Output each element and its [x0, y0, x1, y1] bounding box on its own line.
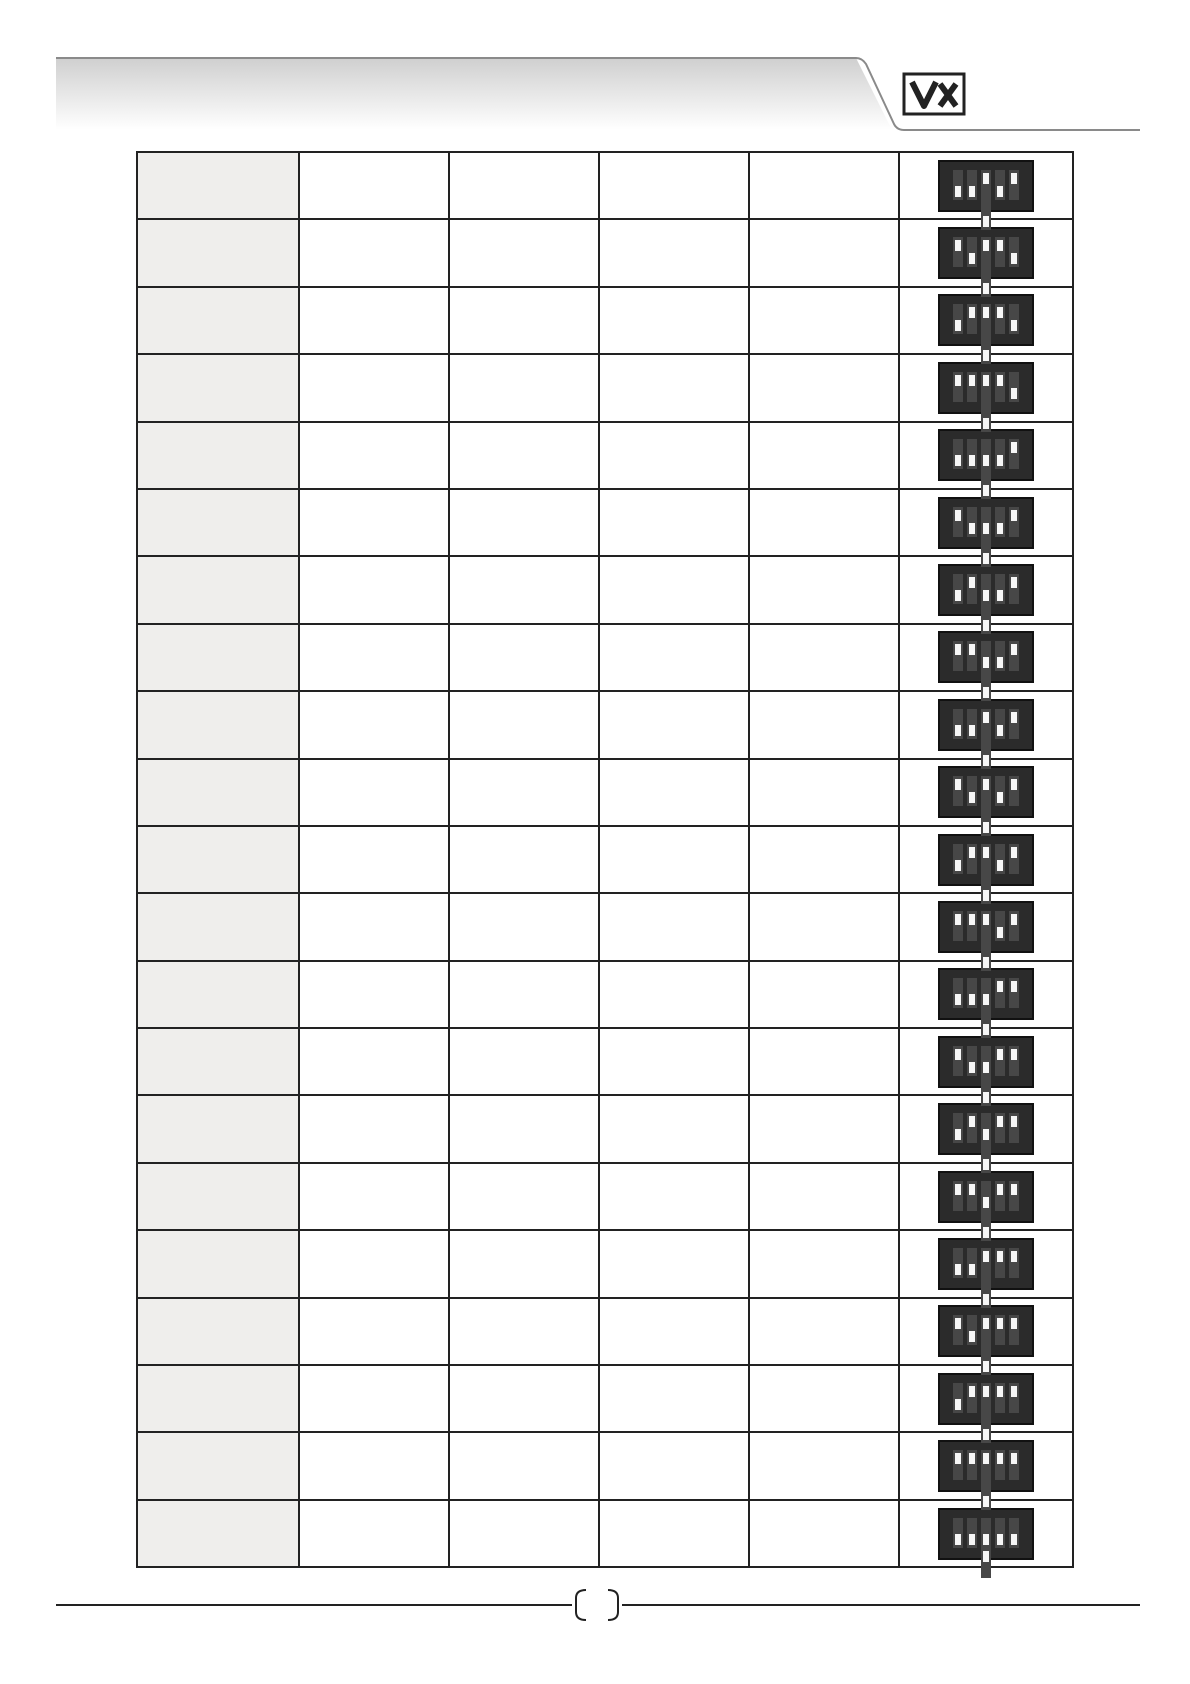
dip-switch-3-on: [981, 844, 991, 874]
value-cell: [749, 556, 899, 623]
dip-switch-5-on: [1009, 574, 1019, 604]
dip-switch-6-off: [981, 941, 991, 971]
table-row: [137, 624, 1073, 691]
dip-switch-3-on: [981, 372, 991, 402]
value-cell: [449, 219, 599, 286]
dip-switch-4-on: [995, 978, 1005, 1008]
value-cell: [299, 1500, 449, 1567]
dip-switch-5-on: [1009, 1450, 1019, 1480]
table-row: [137, 489, 1073, 556]
dip-switch-3-on: [981, 1315, 991, 1345]
dip-switch-2-off: [967, 1518, 977, 1548]
value-cell: [599, 1230, 749, 1297]
label-cell: [137, 1230, 299, 1297]
value-cell: [599, 287, 749, 354]
value-cell: [449, 556, 599, 623]
dip-switch-4-on: [995, 1315, 1005, 1345]
value-cell: [599, 354, 749, 421]
value-cell: [749, 1163, 899, 1230]
table-row: [137, 1163, 1073, 1230]
dip-switch-2-off: [967, 1315, 977, 1345]
table-row: [137, 1230, 1073, 1297]
table-row: [137, 422, 1073, 489]
label-cell: [137, 1365, 299, 1432]
dip-switch-4-off: [995, 574, 1005, 604]
dip-switch-4-off: [995, 911, 1005, 941]
value-cell: [749, 759, 899, 826]
dip-switch-4-off: [995, 507, 1005, 537]
dip-switch-2-off: [967, 439, 977, 469]
value-cell: [599, 893, 749, 960]
dip-switch-icon: [938, 429, 1034, 481]
value-cell: [299, 354, 449, 421]
value-cell: [599, 1298, 749, 1365]
dip-switch-icon: [938, 901, 1034, 953]
label-cell: [137, 1163, 299, 1230]
dip-switch-3-off: [981, 507, 991, 537]
vx-logo-icon: [904, 74, 964, 114]
value-cell: [299, 1298, 449, 1365]
dip-switch-1-off: [953, 1383, 963, 1413]
dip-switch-1-on: [953, 776, 963, 806]
label-cell: [137, 354, 299, 421]
value-cell: [599, 1500, 749, 1567]
label-cell: [137, 1298, 299, 1365]
dip-switch-4-on: [995, 304, 1005, 334]
page-number-bracket-right: [608, 1590, 618, 1620]
label-cell: [137, 1500, 299, 1567]
dip-switch-2-on: [967, 844, 977, 874]
page-number-bracket-left: [576, 1590, 586, 1620]
dip-switch-4-off: [995, 170, 1005, 200]
value-cell: [449, 826, 599, 893]
value-cell: [749, 1298, 899, 1365]
dip-switch-5-on: [1009, 709, 1019, 739]
dip-switch-1-on: [953, 1046, 963, 1076]
dip-switch-6-off: [981, 806, 991, 836]
dip-switch-1-on: [953, 911, 963, 941]
page-footer: [0, 1585, 1190, 1625]
dip-switch-3-on: [981, 911, 991, 941]
dip-switch-6-off: [981, 1345, 991, 1375]
dip-switch-icon: [938, 631, 1034, 683]
dip-switch-icon: [938, 1373, 1034, 1425]
dip-switch-1-off: [953, 709, 963, 739]
dip-switch-1-off: [953, 1113, 963, 1143]
value-cell: [599, 961, 749, 1028]
dip-switch-3-on: [981, 237, 991, 267]
label-cell: [137, 691, 299, 758]
dip-switch-1-on: [953, 1315, 963, 1345]
value-cell: [449, 893, 599, 960]
value-cell: [749, 422, 899, 489]
table-row: [137, 1298, 1073, 1365]
dip-switch-6-off: [981, 1008, 991, 1038]
dip-switch-1-off: [953, 1518, 963, 1548]
label-cell: [137, 826, 299, 893]
dip-switch-2-on: [967, 574, 977, 604]
dip-switch-2-off: [967, 1248, 977, 1278]
dip-switch-1-off: [953, 574, 963, 604]
dip-switch-6-off: [981, 267, 991, 297]
value-cell: [299, 624, 449, 691]
dip-switch-2-on: [967, 911, 977, 941]
value-cell: [449, 422, 599, 489]
dip-switch-4-off: [995, 709, 1005, 739]
dip-switch-icon: [938, 968, 1034, 1020]
dip-switch-1-on: [953, 1181, 963, 1211]
dip-switch-2-on: [967, 1181, 977, 1211]
table-row: [137, 961, 1073, 1028]
table-row: [137, 826, 1073, 893]
value-cell: [749, 287, 899, 354]
value-cell: [299, 893, 449, 960]
dip-switch-icon: [938, 834, 1034, 886]
value-cell: [449, 1432, 599, 1499]
value-cell: [599, 1432, 749, 1499]
dip-switch-6-off: [981, 334, 991, 364]
value-cell: [749, 152, 899, 219]
value-cell: [599, 691, 749, 758]
dip-switch-cell: [899, 152, 1073, 219]
label-cell: [137, 152, 299, 219]
dip-switch-5-off: [1009, 304, 1019, 334]
dip-switch-icon: [938, 699, 1034, 751]
table-row: [137, 759, 1073, 826]
dip-switch-6-on: [981, 1548, 991, 1578]
table-row: [137, 691, 1073, 758]
dip-switch-table: [136, 151, 1074, 1568]
dip-switch-4-on: [995, 1113, 1005, 1143]
dip-switch-6-off: [981, 604, 991, 634]
dip-switch-2-off: [967, 776, 977, 806]
dip-switch-6-off: [981, 469, 991, 499]
dip-switch-icon: [938, 1171, 1034, 1223]
dip-switch-1-off: [953, 978, 963, 1008]
dip-switch-3-on: [981, 1383, 991, 1413]
value-cell: [749, 1095, 899, 1162]
value-cell: [599, 422, 749, 489]
value-cell: [449, 1230, 599, 1297]
dip-switch-5-on: [1009, 1113, 1019, 1143]
dip-switch-icon: [938, 362, 1034, 414]
value-cell: [749, 893, 899, 960]
dip-switch-icon: [938, 1440, 1034, 1492]
dip-switch-icon: [938, 294, 1034, 346]
dip-switch-3-on: [981, 1248, 991, 1278]
dip-switch-icon: [938, 564, 1034, 616]
dip-switch-5-off: [1009, 372, 1019, 402]
dip-switch-1-off: [953, 844, 963, 874]
value-cell: [599, 1365, 749, 1432]
dip-switch-4-off: [995, 1518, 1005, 1548]
table-row: [137, 152, 1073, 219]
value-cell: [299, 961, 449, 1028]
dip-switch-1-on: [953, 641, 963, 671]
dip-switch-3-on: [981, 170, 991, 200]
dip-switch-3-off: [981, 978, 991, 1008]
table-row: [137, 893, 1073, 960]
dip-switch-1-off: [953, 439, 963, 469]
label-cell: [137, 961, 299, 1028]
value-cell: [449, 354, 599, 421]
dip-switch-1-off: [953, 1248, 963, 1278]
dip-switch-6-off: [981, 739, 991, 769]
dip-switch-2-on: [967, 304, 977, 334]
page-header: [0, 0, 1190, 140]
dip-switch-4-on: [995, 1046, 1005, 1076]
value-cell: [299, 1028, 449, 1095]
dip-switch-3-off: [981, 439, 991, 469]
value-cell: [299, 1365, 449, 1432]
value-cell: [299, 691, 449, 758]
table-row: [137, 354, 1073, 421]
dip-switch-2-on: [967, 1450, 977, 1480]
table-row: [137, 287, 1073, 354]
dip-switch-5-on: [1009, 844, 1019, 874]
dip-switch-6-off: [981, 874, 991, 904]
dip-switch-3-on: [981, 304, 991, 334]
value-cell: [749, 1365, 899, 1432]
dip-switch-icon: [938, 1238, 1034, 1290]
value-cell: [749, 826, 899, 893]
value-cell: [449, 287, 599, 354]
value-cell: [749, 624, 899, 691]
dip-switch-6-off: [981, 1076, 991, 1106]
value-cell: [299, 489, 449, 556]
dip-switch-3-on: [981, 1450, 991, 1480]
dip-switch-3-off: [981, 574, 991, 604]
table-row: [137, 1432, 1073, 1499]
dip-switch-2-off: [967, 507, 977, 537]
dip-switch-icon: [938, 766, 1034, 818]
value-cell: [299, 287, 449, 354]
dip-switch-2-on: [967, 1113, 977, 1143]
value-cell: [299, 556, 449, 623]
value-cell: [749, 489, 899, 556]
value-cell: [449, 152, 599, 219]
dip-switch-5-on: [1009, 911, 1019, 941]
dip-switch-1-off: [953, 304, 963, 334]
dip-switch-2-on: [967, 1383, 977, 1413]
dip-switch-4-on: [995, 372, 1005, 402]
value-cell: [599, 1163, 749, 1230]
dip-switch-icon: [938, 227, 1034, 279]
value-cell: [449, 1163, 599, 1230]
value-cell: [299, 219, 449, 286]
label-cell: [137, 1432, 299, 1499]
dip-switch-3-off: [981, 1181, 991, 1211]
dip-switch-3-on: [981, 709, 991, 739]
dip-switch-4-off: [995, 844, 1005, 874]
value-cell: [299, 759, 449, 826]
value-cell: [299, 1432, 449, 1499]
dip-switch-4-off: [995, 641, 1005, 671]
label-cell: [137, 1095, 299, 1162]
value-cell: [749, 354, 899, 421]
dip-switch-icon: [938, 1305, 1034, 1357]
value-cell: [449, 1028, 599, 1095]
value-cell: [749, 219, 899, 286]
dip-switch-2-on: [967, 641, 977, 671]
label-cell: [137, 219, 299, 286]
dip-switch-4-on: [995, 237, 1005, 267]
value-cell: [599, 624, 749, 691]
value-cell: [299, 152, 449, 219]
dip-switch-icon: [938, 1103, 1034, 1155]
label-cell: [137, 624, 299, 691]
dip-switch-4-off: [995, 776, 1005, 806]
value-cell: [449, 691, 599, 758]
dip-switch-1-on: [953, 372, 963, 402]
value-cell: [299, 1230, 449, 1297]
value-cell: [449, 1500, 599, 1567]
value-cell: [449, 961, 599, 1028]
dip-switch-icon: [938, 160, 1034, 212]
dip-switch-1-on: [953, 237, 963, 267]
dip-switch-2-off: [967, 237, 977, 267]
dip-switch-1-off: [953, 170, 963, 200]
dip-switch-5-on: [1009, 1248, 1019, 1278]
dip-switch-icon: [938, 1508, 1034, 1560]
dip-switch-6-off: [981, 671, 991, 701]
dip-switch-6-off: [981, 1143, 991, 1173]
dip-switch-5-on: [1009, 1046, 1019, 1076]
label-cell: [137, 759, 299, 826]
dip-switch-2-off: [967, 1046, 977, 1076]
dip-switch-2-off: [967, 170, 977, 200]
dip-switch-5-on: [1009, 1383, 1019, 1413]
value-cell: [299, 1163, 449, 1230]
value-cell: [299, 826, 449, 893]
dip-switch-3-off: [981, 1113, 991, 1143]
table-row: [137, 556, 1073, 623]
dip-switch-icon: [938, 1036, 1034, 1088]
value-cell: [599, 1095, 749, 1162]
value-cell: [749, 1230, 899, 1297]
label-cell: [137, 556, 299, 623]
dip-switch-4-on: [995, 1248, 1005, 1278]
dip-switch-4-off: [995, 439, 1005, 469]
value-cell: [449, 759, 599, 826]
value-cell: [749, 961, 899, 1028]
dip-switch-5-on: [1009, 641, 1019, 671]
dip-switch-1-on: [953, 1450, 963, 1480]
value-cell: [749, 1500, 899, 1567]
dip-switch-6-off: [981, 537, 991, 567]
dip-switch-3-off: [981, 1046, 991, 1076]
dip-switch-4-on: [995, 1450, 1005, 1480]
value-cell: [599, 219, 749, 286]
dip-switch-2-off: [967, 709, 977, 739]
dip-switch-5-off: [1009, 1518, 1019, 1548]
table-row: [137, 1028, 1073, 1095]
dip-switch-5-on: [1009, 439, 1019, 469]
label-cell: [137, 1028, 299, 1095]
dip-switch-6-off: [981, 402, 991, 432]
dip-switch-2-on: [967, 372, 977, 402]
value-cell: [599, 556, 749, 623]
dip-switch-3-on: [981, 776, 991, 806]
label-cell: [137, 287, 299, 354]
table-row: [137, 219, 1073, 286]
value-cell: [299, 1095, 449, 1162]
label-cell: [137, 489, 299, 556]
table-row: [137, 1095, 1073, 1162]
value-cell: [599, 1028, 749, 1095]
dip-switch-2-off: [967, 978, 977, 1008]
dip-switch-5-on: [1009, 1315, 1019, 1345]
dip-switch-5-off: [1009, 237, 1019, 267]
dip-switch-5-on: [1009, 978, 1019, 1008]
value-cell: [599, 826, 749, 893]
value-cell: [449, 1365, 599, 1432]
header-band: [56, 58, 892, 130]
value-cell: [599, 759, 749, 826]
dip-switch-6-off: [981, 1413, 991, 1443]
dip-switch-6-off: [981, 200, 991, 230]
label-cell: [137, 422, 299, 489]
dip-switch-3-off: [981, 1518, 991, 1548]
dip-switch-5-on: [1009, 776, 1019, 806]
value-cell: [749, 691, 899, 758]
value-cell: [449, 624, 599, 691]
dip-switch-4-on: [995, 1383, 1005, 1413]
table-row: [137, 1365, 1073, 1432]
dip-switch-5-on: [1009, 1181, 1019, 1211]
value-cell: [449, 489, 599, 556]
value-cell: [449, 1095, 599, 1162]
table-row: [137, 1500, 1073, 1567]
dip-switch-5-on: [1009, 507, 1019, 537]
dip-switch-5-on: [1009, 170, 1019, 200]
value-cell: [299, 422, 449, 489]
value-cell: [749, 1028, 899, 1095]
value-cell: [449, 1298, 599, 1365]
label-cell: [137, 893, 299, 960]
dip-switch-6-off: [981, 1480, 991, 1510]
dip-switch-1-on: [953, 507, 963, 537]
value-cell: [749, 1432, 899, 1499]
dip-switch-6-off: [981, 1211, 991, 1241]
value-cell: [599, 152, 749, 219]
dip-switch-icon: [938, 497, 1034, 549]
value-cell: [599, 489, 749, 556]
dip-switch-6-off: [981, 1278, 991, 1308]
dip-switch-3-off: [981, 641, 991, 671]
dip-switch-4-on: [995, 1181, 1005, 1211]
